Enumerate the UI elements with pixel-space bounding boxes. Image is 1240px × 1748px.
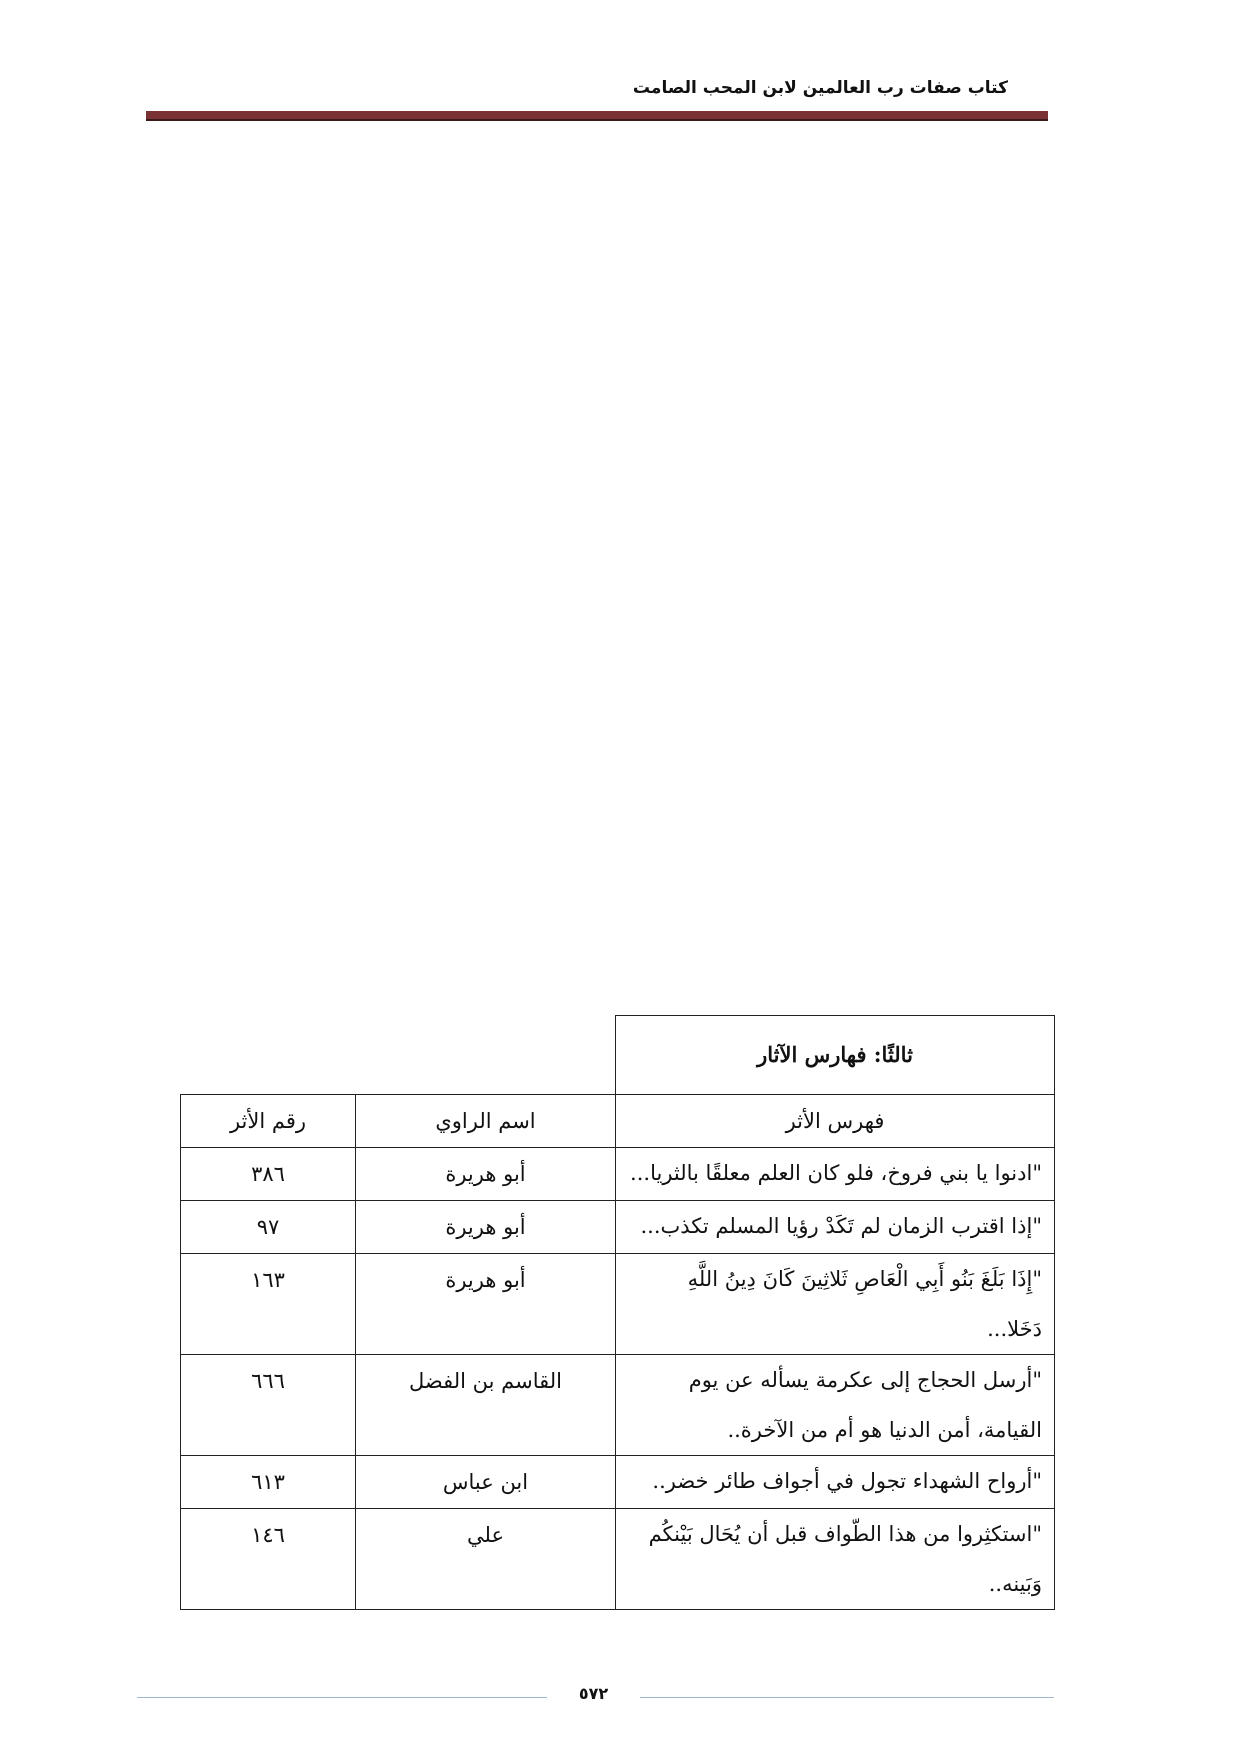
athar-number: ٣٨٦ — [181, 1148, 356, 1201]
athar-text: "إذا اقترب الزمان لم تَكَدْ رؤيا المسلم تكذب... — [616, 1201, 1055, 1254]
narrator-name: علي — [356, 1509, 616, 1610]
table-row — [181, 1201, 1055, 1254]
athar-text: "أرواح الشهداء تجول في أجواف طائر خضر.. — [616, 1456, 1055, 1509]
table-row — [181, 1355, 1055, 1456]
table-title-row — [181, 1016, 1055, 1095]
athar-text: "أرسل الحجاج إلى عكرمة يسأله عن يوم القيامة، أمن الدنيا هو أم من الآخرة.. — [616, 1355, 1055, 1456]
athar-number: ١٦٣ — [181, 1254, 356, 1355]
section-title: ثالثًا: فهارس الآثار — [616, 1016, 1055, 1095]
narrator-name: أبو هريرة — [356, 1148, 616, 1201]
column-header-number: رقم الأثر — [181, 1095, 356, 1148]
running-header-title: كتاب صفات رب العالمين لابن المحب الصامت — [632, 78, 1008, 98]
narrator-name: أبو هريرة — [356, 1201, 616, 1254]
footer-rule-right — [640, 1697, 1054, 1698]
footer-rule-left — [137, 1697, 547, 1698]
column-header-narrator: اسم الراوي — [356, 1095, 616, 1148]
table-header-row — [181, 1095, 1055, 1148]
athar-index-table — [180, 1015, 1055, 1610]
table-row — [181, 1254, 1055, 1355]
narrator-name: القاسم بن الفضل — [356, 1355, 616, 1456]
athar-text: "ادنوا يا بني فروخ، فلو كان العلم معلقًا بالثريا... — [616, 1148, 1055, 1201]
table-row — [181, 1148, 1055, 1201]
athar-number: ٦١٣ — [181, 1456, 356, 1509]
page-number: ٥٧٢ — [578, 1684, 609, 1703]
athar-number: ١٤٦ — [181, 1509, 356, 1610]
column-header-text: فهرس الأثر — [616, 1095, 1055, 1148]
table-row — [181, 1456, 1055, 1509]
athar-text: "إِذَا بَلَغَ بَنُو أَبِي الْعَاصِ ثَلاثِينَ كَانَ دِينُ اللَّهِ دَخَلا... — [616, 1254, 1055, 1355]
narrator-name: ابن عباس — [356, 1456, 616, 1509]
table-row — [181, 1509, 1055, 1610]
athar-text: "استكثِروا من هذا الطّواف قبل أن يُحَال بَيْنكُم وَبَينه.. — [616, 1509, 1055, 1610]
header-rule — [146, 111, 1048, 121]
athar-number: ٩٧ — [181, 1201, 356, 1254]
narrator-name: أبو هريرة — [356, 1254, 616, 1355]
title-row-empty — [181, 1016, 616, 1095]
athar-number: ٦٦٦ — [181, 1355, 356, 1456]
